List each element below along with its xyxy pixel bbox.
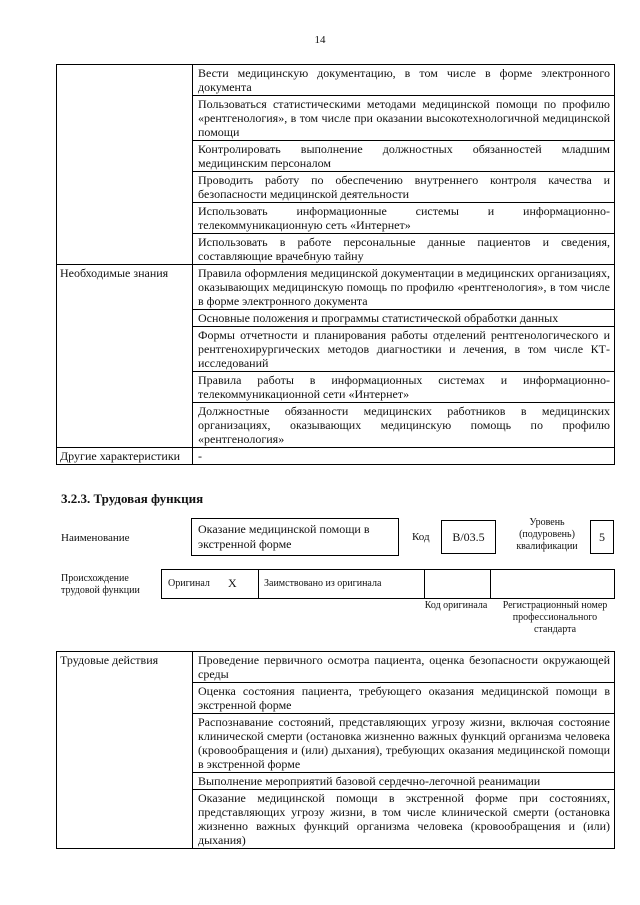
action-item: Распознавание состояний, представляющих угрозу жизни, включая состояние клинической смерти (остановка жизненно важных функций организма человека (кровообращения и (или) дыхания), требующих оказания медицинской помощи в экстренной форме [193,714,615,773]
skill-item: Использовать информационные системы и информационно-телекоммуникационную сеть «Интернет» [193,203,615,234]
function-name-box: Оказание медицинской помощи в экстренной форме [191,518,399,556]
level-label: Уровень (подуровень) квалификации [516,517,578,552]
code-label: Код [412,531,430,543]
skill-item: Проводить работу по обеспечению внутреннего контроля качества и безопасности медицинской деятельности [193,172,615,203]
skill-item: Вести медицинскую документацию, в том числе в форме электронного документа [193,65,615,96]
section-title: 3.2.3. Трудовая функция [61,491,204,506]
other-characteristics-value: - [193,448,615,465]
knowledge-item: Правила оформления медицинской документации в медицинских организациях, оказывающих медицинскую помощь по профилю «рентгенология», в том числе в форме электронного документа [193,265,615,310]
skill-item: Использовать в работе персональные данные пациентов и сведения, составляющие врачебную тайну [193,234,615,265]
skills-knowledge-table [56,64,615,465]
skill-item: Контролировать выполнение должностных обязанностей младшим медицинским персоналом [193,141,615,172]
other-characteristics-label: Другие характеристики [57,448,193,465]
reg-number-cell [490,570,614,598]
knowledge-item: Основные положения и программы статистической обработки данных [193,310,615,327]
knowledge-item: Должностные обязанности медицинских работников в медицинских организациях, оказывающих медицинскую помощь по профилю «рентгенология» [193,403,615,448]
reg-number-caption: Регистрационный номер профессионального стандарта [502,600,608,635]
code-original-cell [424,570,491,598]
function-code-box: В/03.5 [441,520,496,554]
page-number: 14 [314,34,326,46]
original-label: Оригинал [168,578,210,589]
skills-label-cell [57,65,193,265]
borrowed-cell [258,570,425,598]
code-original-caption: Код оригинала [424,600,488,611]
work-actions-table [56,651,615,849]
actions-label: Трудовые действия [57,652,193,849]
origin-box [161,569,615,599]
knowledge-item: Формы отчетности и планирования работы отделений рентгенологического и рентгенохирургических методов диагностики и лечения, в том числе КТ-исследований [193,327,615,372]
action-item: Оказание медицинской помощи в экстренной форме при состояниях, представляющих угрозу жизни, в том числе клинической смерти (остановка жизненно важных функций организма человека (кровообращения и (или) дыхания) [193,790,615,849]
action-item: Выполнение мероприятий базовой сердечно-легочной реанимации [193,773,615,790]
borrowed-label: Заимствовано из оригинала [264,578,382,589]
original-cell [162,570,259,598]
original-mark: X [228,576,237,590]
level-value-box: 5 [590,520,614,554]
action-item: Оценка состояния пациента, требующего оказания медицинской помощи в экстренной форме [193,683,615,714]
name-label: Наименование [61,532,130,544]
skill-item: Пользоваться статистическими методами медицинской помощи по профилю «рентгенология», в том числе при оказании высокотехнологичной медицинской помощи [193,96,615,141]
knowledge-label: Необходимые знания [57,265,193,448]
action-item: Проведение первичного осмотра пациента, оценка безопасности окружающей среды [193,652,615,683]
origin-label: Происхождение трудовой функции [61,573,140,596]
knowledge-item: Правила работы в информационных системах и информационно-телекоммуникационной сети «Интернет» [193,372,615,403]
